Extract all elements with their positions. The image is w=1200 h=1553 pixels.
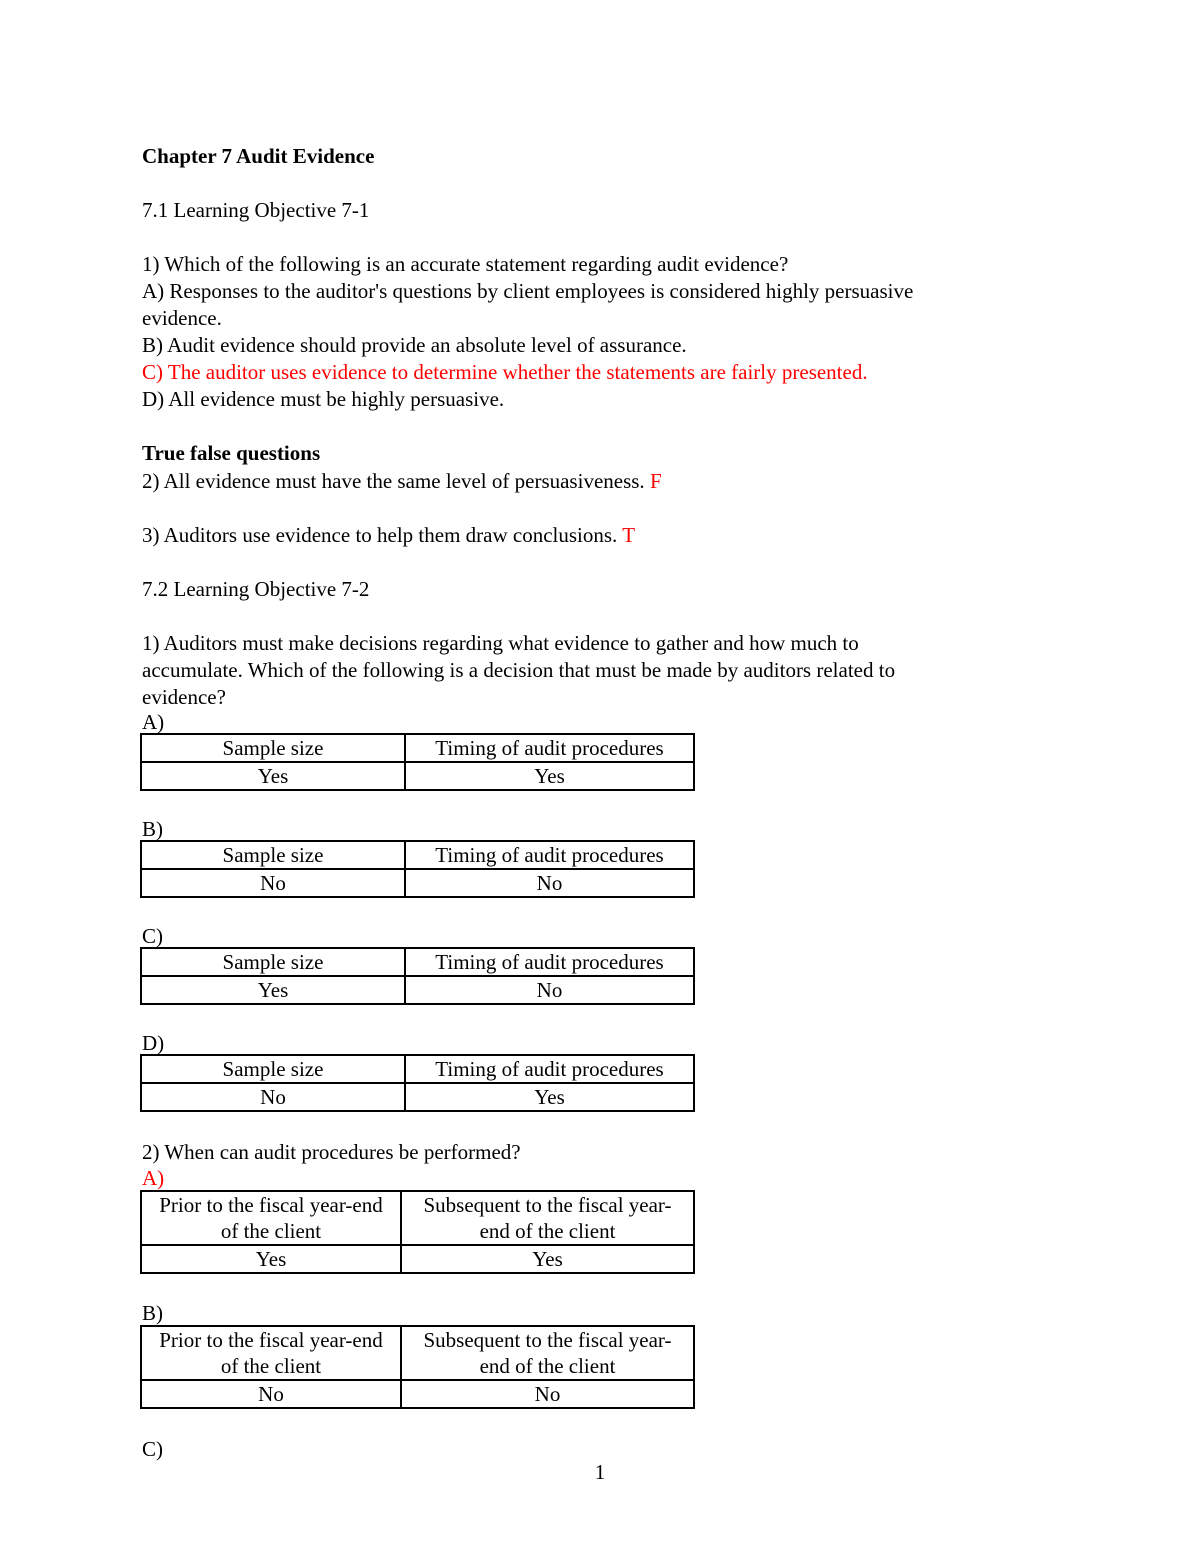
option-table (140, 733, 695, 791)
header-line: Subsequent to the fiscal year- (423, 1193, 672, 1217)
table-cell: Yes (401, 1245, 694, 1273)
option-table (140, 840, 695, 898)
option-label: A) (142, 710, 165, 734)
tf-answer: F (649, 469, 662, 493)
table-header-cell: Timing of audit procedures (405, 841, 694, 869)
question-1-option-b: B) Audit evidence should provide an absolute level of assurance. (142, 333, 687, 357)
table-cell: No (141, 1083, 405, 1111)
header-line: of the client (220, 1354, 322, 1378)
table-cell: Yes (141, 762, 405, 790)
option-label: C) (142, 924, 163, 948)
option-label: C) (142, 1437, 163, 1461)
option-table (140, 947, 695, 1005)
tf-question-text: 3) Auditors use evidence to help them draw conclusions. (142, 523, 623, 547)
tf-question-3 (142, 522, 635, 549)
table-header-cell: Sample size (141, 841, 405, 869)
table-header-cell: Timing of audit procedures (405, 734, 694, 762)
question-2-1-stem-line3: evidence? (142, 685, 226, 709)
header-line: Prior to the fiscal year-end (159, 1328, 383, 1352)
true-false-heading: True false questions (142, 441, 321, 465)
table-header-cell (141, 1191, 401, 1245)
table-cell: Yes (405, 1083, 694, 1111)
header-line: Prior to the fiscal year-end (159, 1193, 383, 1217)
table-header-cell (401, 1191, 694, 1245)
header-line: Subsequent to the fiscal year- (423, 1328, 672, 1352)
chapter-title: Chapter 7 Audit Evidence (142, 144, 375, 168)
question-2-1-stem-line1: 1) Auditors must make decisions regarding what evidence to gather and how much to (142, 631, 859, 655)
table-header-cell: Sample size (141, 948, 405, 976)
question-1-stem: 1) Which of the following is an accurate statement regarding audit evidence? (142, 252, 789, 276)
table-cell: Yes (141, 1245, 401, 1273)
question-1-option-c-correct: C) The auditor uses evidence to determine whether the statements are fairly presented. (142, 360, 868, 384)
header-line: of the client (220, 1219, 322, 1243)
table-cell: No (401, 1380, 694, 1408)
table-header-cell: Sample size (141, 1055, 405, 1083)
question-2-2-stem: 2) When can audit procedures be performed? (142, 1140, 521, 1164)
header-line: end of the client (479, 1354, 616, 1378)
table-cell: Yes (141, 976, 405, 1004)
header-line: end of the client (479, 1219, 616, 1243)
section-heading-7-2: 7.2 Learning Objective 7-2 (142, 577, 370, 601)
tf-answer: T (622, 523, 636, 547)
tf-question-text: 2) All evidence must have the same level of persuasiveness. (142, 469, 650, 493)
option-label-correct: A) (142, 1166, 165, 1190)
tf-question-2 (142, 468, 662, 495)
option-label: D) (142, 1031, 165, 1055)
page-number: 1 (594, 1460, 606, 1484)
table-header-cell: Sample size (141, 734, 405, 762)
question-2-1-stem-line2: accumulate. Which of the following is a decision that must be made by auditors related to (142, 658, 896, 682)
question-1-option-a-line2: evidence. (142, 306, 222, 330)
section-heading-7-1: 7.1 Learning Objective 7-1 (142, 198, 370, 222)
table-cell: No (405, 869, 694, 897)
option-label: B) (142, 1301, 163, 1325)
option-table (140, 1054, 695, 1112)
table-header-cell (401, 1326, 694, 1380)
option-table (140, 1325, 695, 1409)
table-header-cell: Timing of audit procedures (405, 1055, 694, 1083)
table-cell: No (405, 976, 694, 1004)
question-1-option-d: D) All evidence must be highly persuasive. (142, 387, 505, 411)
table-cell: No (141, 869, 405, 897)
option-table (140, 1190, 695, 1274)
table-header-cell (141, 1326, 401, 1380)
question-1-option-a-line1: A) Responses to the auditor's questions by client employees is considered highly persuasive (142, 279, 914, 303)
option-label: B) (142, 817, 163, 841)
table-cell: Yes (405, 762, 694, 790)
table-cell: No (141, 1380, 401, 1408)
table-header-cell: Timing of audit procedures (405, 948, 694, 976)
